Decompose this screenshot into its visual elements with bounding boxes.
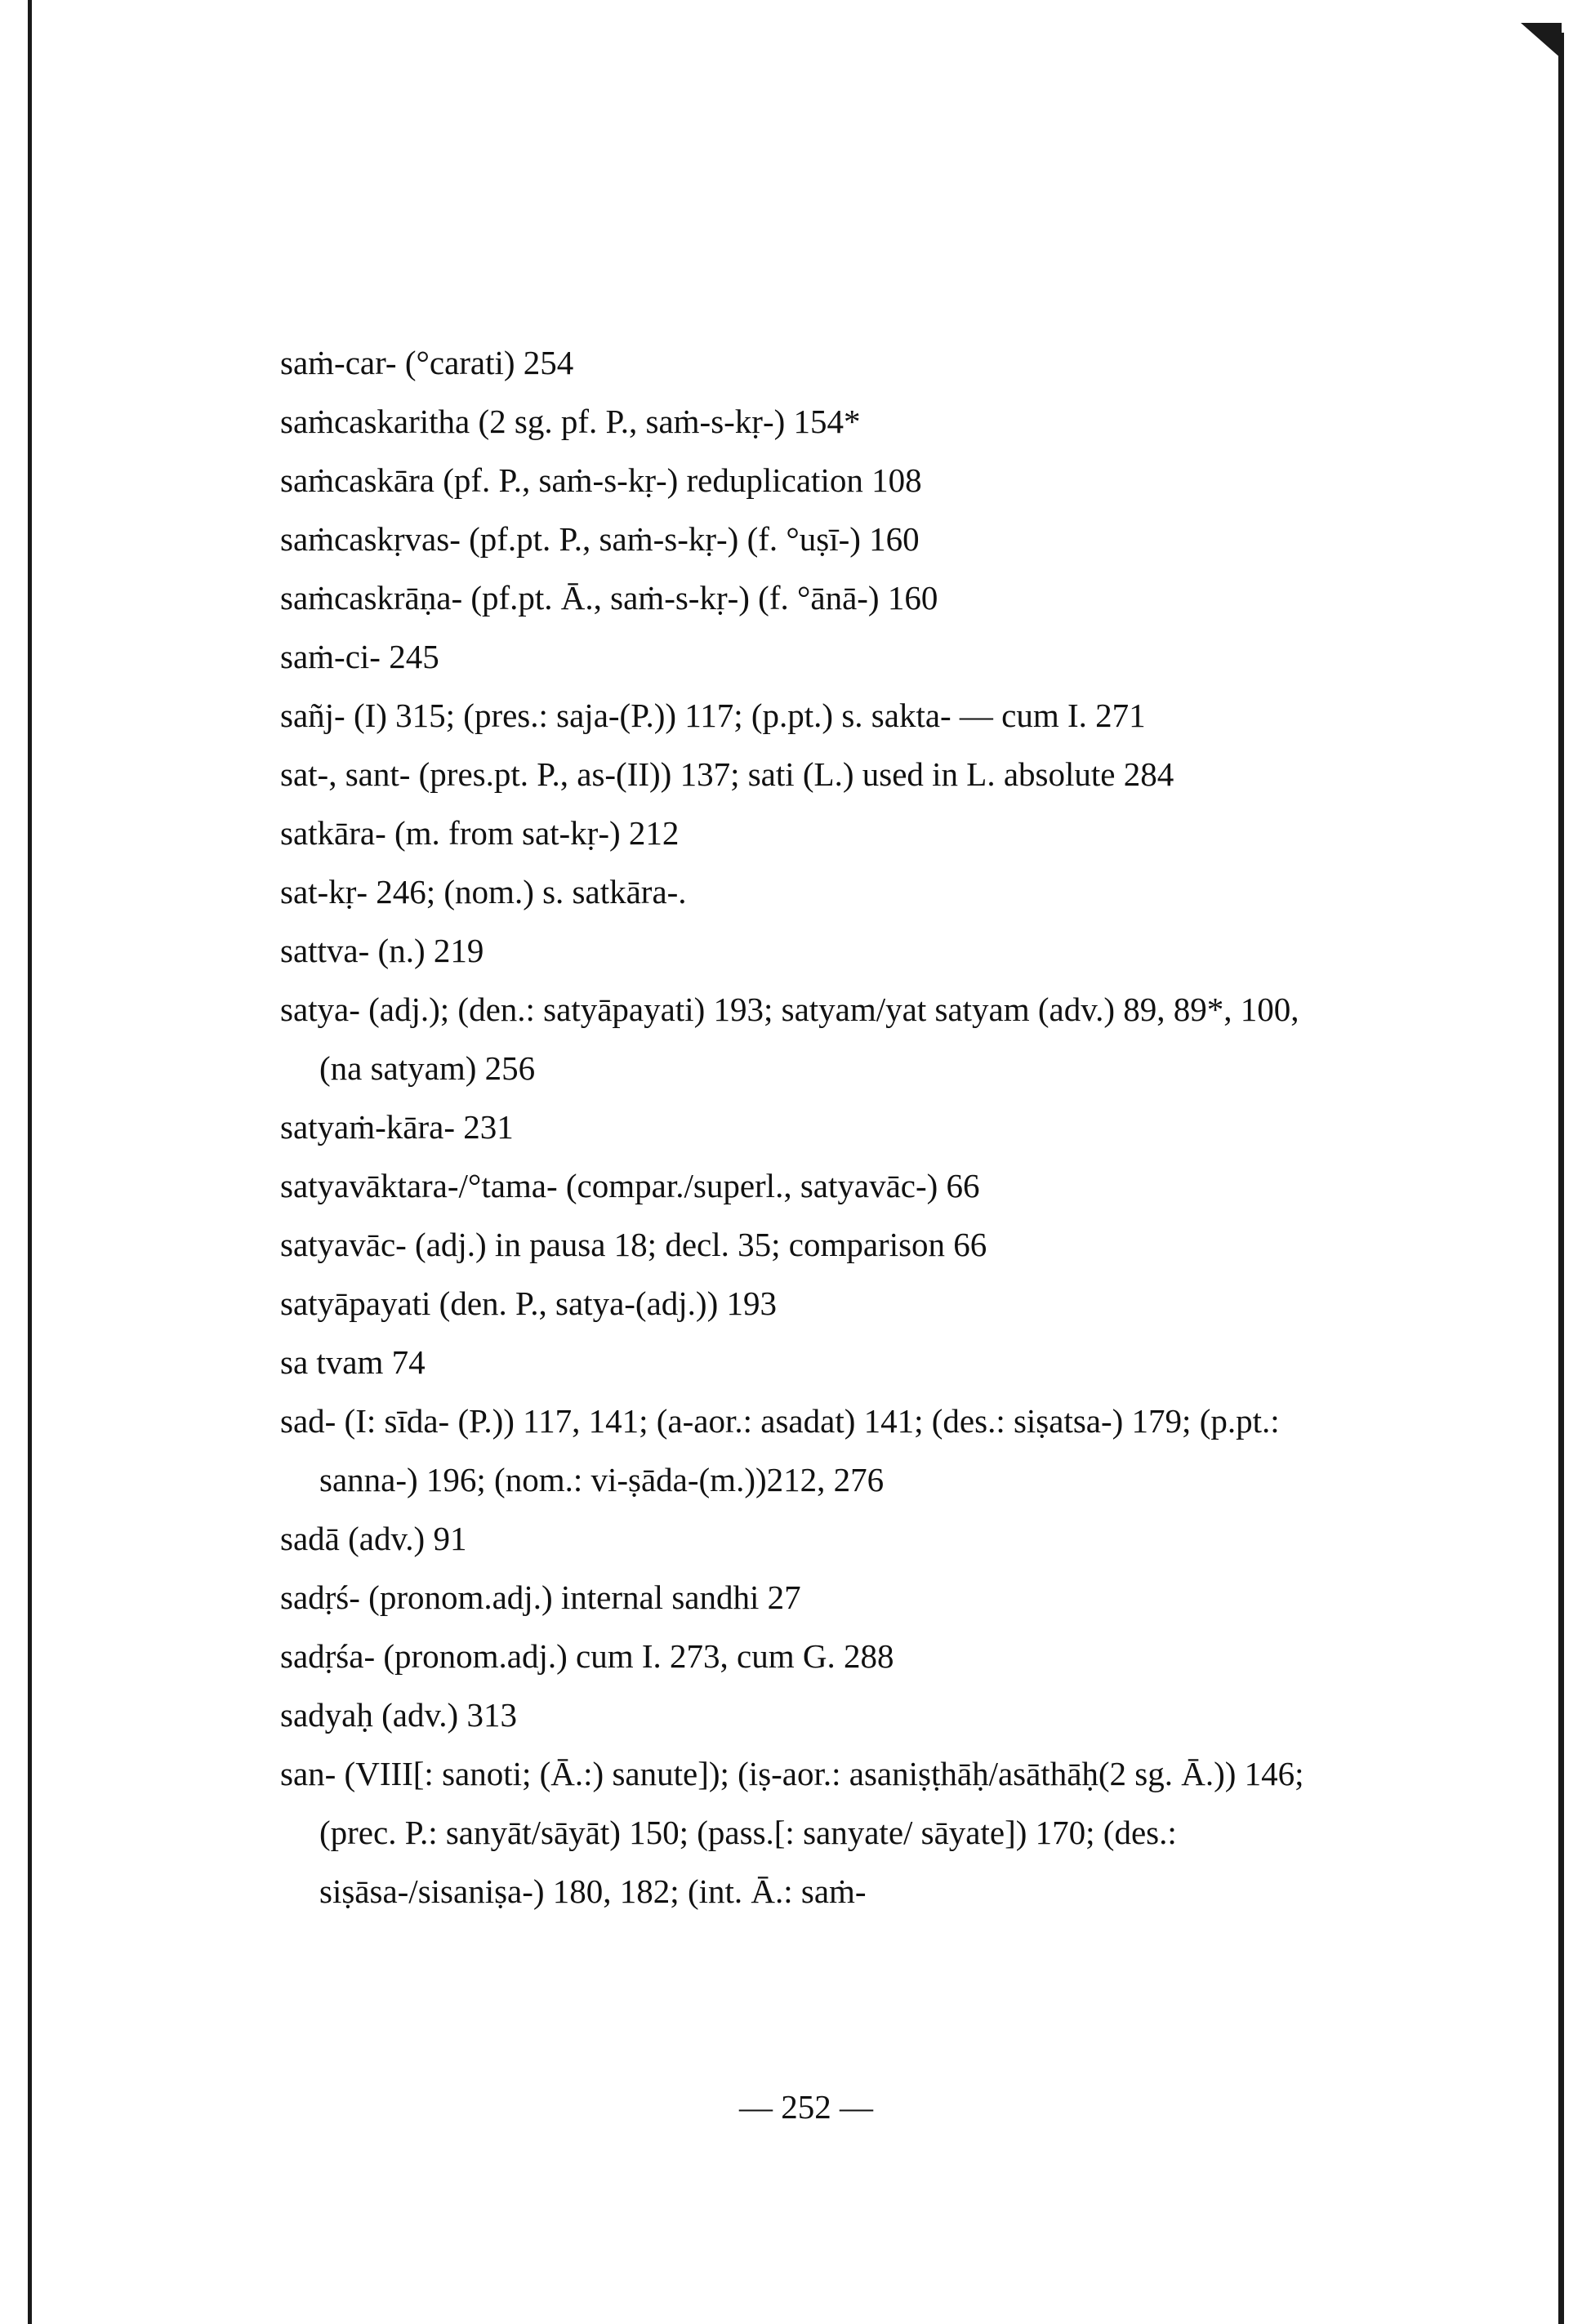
page-edge-right: [1558, 33, 1564, 2324]
page-edge-left: [28, 0, 32, 2324]
index-entry: satkāra- (m. from sat-kṛ-) 212: [280, 814, 680, 852]
index-entry: sad- (I: sīda- (P.)) 117, 141; (a-aor.: asadat) 141; (des.: siṣatsa-) 179; (p.pt.: sanna-) 196; (nom.: vi-ṣāda-(m.))212, 276: [280, 1402, 1280, 1498]
index-entry: saṁcaskaritha (2 sg. pf. P., saṁ-s-kṛ-) 154*: [280, 403, 861, 440]
index-entry: saṁ-ci- 245: [280, 638, 439, 675]
index-entry: san- (VIII[: sanoti; (Ā.:) sanute]); (iṣ-aor.: asaniṣṭhāḥ/asāthāḥ(2 sg. Ā.)) 146; (prec. P.: sanyāt/sāyāt) 150; (pass.[: sanyate/ sāyate]) 170; (des.: siṣāsa-/sisaniṣa-) 180, 182; (int. Ā.: saṁ-: [280, 1755, 1304, 1910]
index-entry: sa tvam 74: [280, 1343, 426, 1381]
index-entry: satya- (adj.); (den.: satyāpayati) 193; satyam/yat satyam (adv.) 89, 89*, 100, (na satyam) 256: [280, 991, 1299, 1087]
index-entry: satyavāktara-/°tama- (compar./superl., satyavāc-) 66: [280, 1167, 980, 1204]
page-edge-corner: [1521, 23, 1562, 59]
index-entry: sadṛśa- (pronom.adj.) cum I. 273, cum G. 288: [280, 1637, 894, 1675]
index-entry: sattva- (n.) 219: [280, 932, 484, 969]
index-entry: sadṛś- (pronom.adj.) internal sandhi 27: [280, 1578, 801, 1616]
index-entry: satyāpayati (den. P., satya-(adj.)) 193: [280, 1284, 777, 1322]
index-entry: satyavāc- (adj.) in pausa 18; decl. 35; comparison 66: [280, 1226, 987, 1263]
index-entry: sadyaḥ (adv.) 313: [280, 1696, 517, 1734]
index-entry: sat-kṛ- 246; (nom.) s. satkāra-.: [280, 873, 687, 910]
index-list: [280, 333, 1342, 1921]
page-number: — 252 —: [739, 2088, 873, 2126]
index-entry: sañj- (I) 315; (pres.: saja-(P.)) 117; (p.pt.) s. sakta- — cum I. 271: [280, 697, 1146, 734]
index-entry: sadā (adv.) 91: [280, 1520, 467, 1557]
index-entry: satyaṁ-kāra- 231: [280, 1108, 514, 1146]
index-entry: saṁcaskrāṇa- (pf.pt. Ā., saṁ-s-kṛ-) (f. °ānā-) 160: [280, 579, 938, 617]
index-entry: sat-, sant- (pres.pt. P., as-(II)) 137; sati (L.) used in L. absolute 284: [280, 755, 1174, 793]
index-entry: saṁcaskāra (pf. P., saṁ-s-kṛ-) reduplication 108: [280, 461, 922, 499]
index-entry: saṁ-car- (°carati) 254: [280, 344, 574, 381]
index-entry: saṁcaskṛvas- (pf.pt. P., saṁ-s-kṛ-) (f. °uṣī-) 160: [280, 520, 920, 558]
